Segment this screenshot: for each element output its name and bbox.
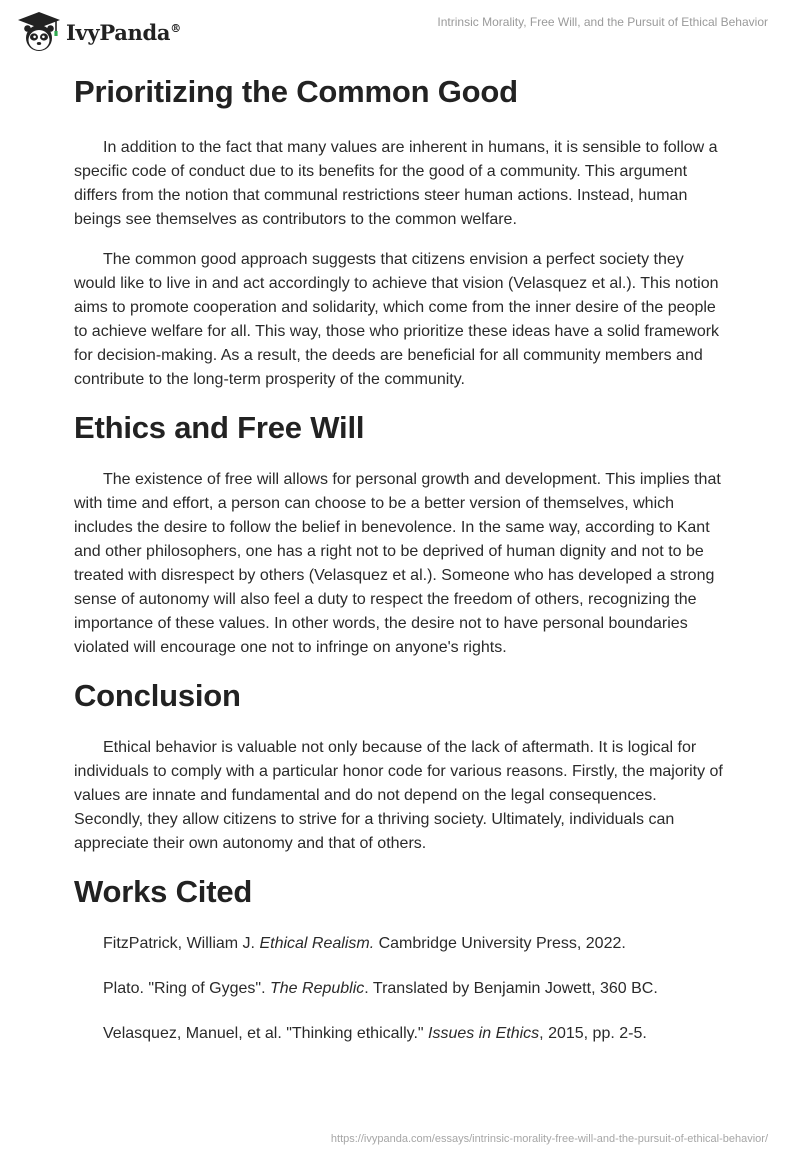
document-title: Intrinsic Morality, Free Will, and the Pursuit of Ethical Behavior — [437, 15, 768, 29]
page-header — [0, 0, 800, 62]
paragraph: Ethical behavior is valuable not only because of the lack of aftermath. It is logical for individuals to comply with a particular honor code for various reasons. Firstly, the majority of values are innate and fundamental and do not depend on the legal consequences. Secondly, they allow citizens to strive for a thriving society. Ultimately, individuals can appreciate their own autonomy and that of others. — [74, 739, 723, 852]
essay-content — [74, 72, 726, 1067]
heading-free-will: Ethics and Free Will — [74, 410, 365, 445]
paragraph: The common good approach suggests that citizens envision a perfect society they would like to live in and act accordingly to achieve that vision (Velasquez et al.). This notion aims to promote cooperation and solidarity, which come from the inner desire of the people to achieve welfare for all. This way, those who prioritize these ideas have a solid framework for decision-making. As a result, the deeds are beneficial for all community members and contribute to the long-term prosperity of the community. — [74, 251, 720, 388]
brand-name: IvyPanda® — [66, 19, 181, 45]
paragraph: The existence of free will allows for personal growth and development. This implies that with time and effort, a person can choose to be a better version of themselves, which includes the desire to follow the belief in benevolence. In the same way, according to Kant and other philosophers, one has a right not to be deprived of human dignity and not to be treated with disrespect by others (Velasquez et al.). Someone who has developed a strong sense of autonomy will also feel a duty to respect the freedom of others, recognizing the importance of these values. In other words, the desire not to have personal boundaries violated will encourage one not to infringe on anyone's rights. — [74, 471, 721, 656]
heading-conclusion: Conclusion — [74, 678, 241, 713]
citation-entry: Velasquez, Manuel, et al. "Thinking ethically." Issues in Ethics, 2015, pp. 2-5. — [103, 1025, 647, 1042]
section-conclusion — [74, 676, 726, 856]
section-common-good — [74, 72, 726, 392]
heading-common-good: Prioritizing the Common Good — [74, 74, 518, 109]
paragraph: In addition to the fact that many values are inherent in humans, it is sensible to follow a specific code of conduct due to its benefits for the good of a community. This argument differs from the notion that communal restrictions steer human actions. Instead, human beings see themselves as contributors to the common welfare. — [74, 139, 718, 228]
source-url-link[interactable]: https://ivypanda.com/essays/intrinsic-morality-free-will-and-the-pursuit-of-ethical-behavior/ — [330, 1133, 768, 1145]
heading-works-cited: Works Cited — [74, 874, 253, 909]
section-free-will — [74, 408, 726, 660]
citation-entry: Plato. "Ring of Gyges". The Republic. Translated by Benjamin Jowett, 360 BC. — [103, 980, 658, 997]
brand-logo[interactable] — [16, 10, 181, 54]
section-works-cited — [74, 872, 726, 1046]
citation-entry: FitzPatrick, William J. Ethical Realism. Cambridge University Press, 2022. — [103, 935, 626, 952]
panda-graduate-icon — [16, 10, 62, 54]
